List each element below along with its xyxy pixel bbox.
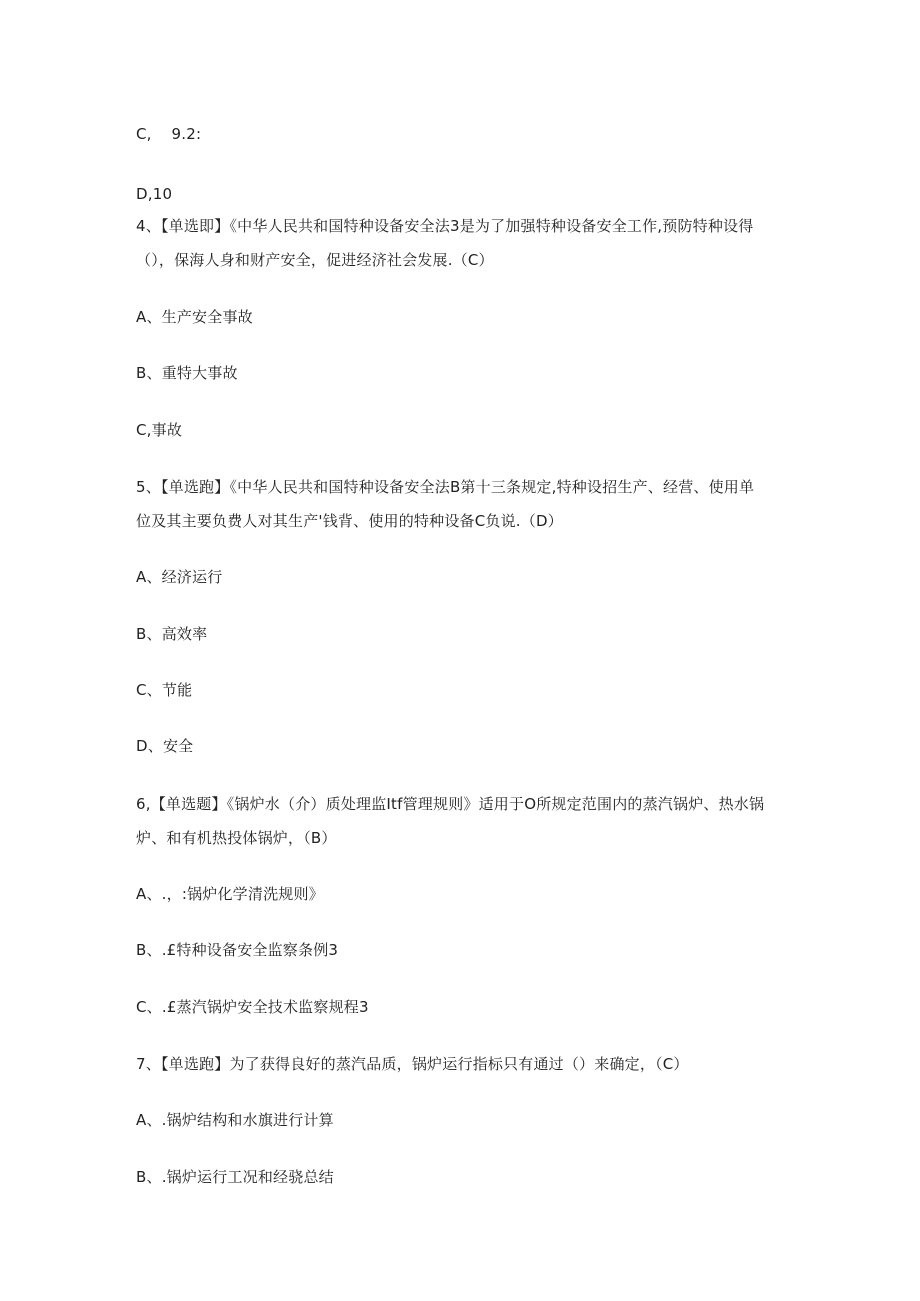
option-a-q5: A、经济运行 [136, 568, 223, 586]
option-c-q4: C,事故 [136, 421, 183, 439]
question-5-line-2: 位及其主要负费人对其生产'钱背、使用的特种设备C负说.（D） [136, 512, 563, 530]
option-b-q6: B、.£特种设备安全监察条例3 [136, 941, 339, 959]
option-a-q6: A、.，:锅炉化学清洗规则》 [136, 885, 324, 903]
question-6-line-1: 6,【单选题】《锅炉水（介）质处理监Itf管理规则》适用于O所规定范围内的蒸汽锅炉、热水锅 [136, 795, 765, 813]
question-5-line-1: 5、【单选跑】《中华人民共和国特种设备安全法B第十三条规定,特种设招生产、经营、使用单 [136, 478, 755, 496]
option-c-q6: C、.£蒸汽锅炉安全技术监察规程3 [136, 998, 369, 1016]
option-c-q3: C, 9.2: [136, 125, 202, 143]
question-7-line-1: 7、【单选跑】为了获得良好的蒸汽品质，锅炉运行指标只有通过（）来确定，（C） [136, 1055, 689, 1073]
option-d-q5: D、安全 [136, 737, 194, 755]
option-a-q7: A、.锅炉结构和水旗进行计算 [136, 1111, 334, 1129]
option-b-q4: B、重特大事故 [136, 364, 238, 382]
option-a-q4: A、生产安全事故 [136, 308, 253, 326]
option-c-q5: C、节能 [136, 681, 193, 699]
question-6-line-2: 炉、和有机热投体锅炉，（B） [136, 829, 337, 847]
question-4-line-1: 4、【单选即】《中华人民共和国特种设备安全法3是为了加强特种设备安全工作,预防特种设得 [136, 217, 754, 235]
question-4-line-2: （），保海人身和财产安全，促进经济社会发展.（C） [136, 251, 494, 269]
option-d-q3: D,10 [136, 185, 173, 203]
option-b-q7: B、.锅炉运行工况和经骁总结 [136, 1168, 334, 1186]
option-b-q5: B、高效率 [136, 625, 208, 643]
